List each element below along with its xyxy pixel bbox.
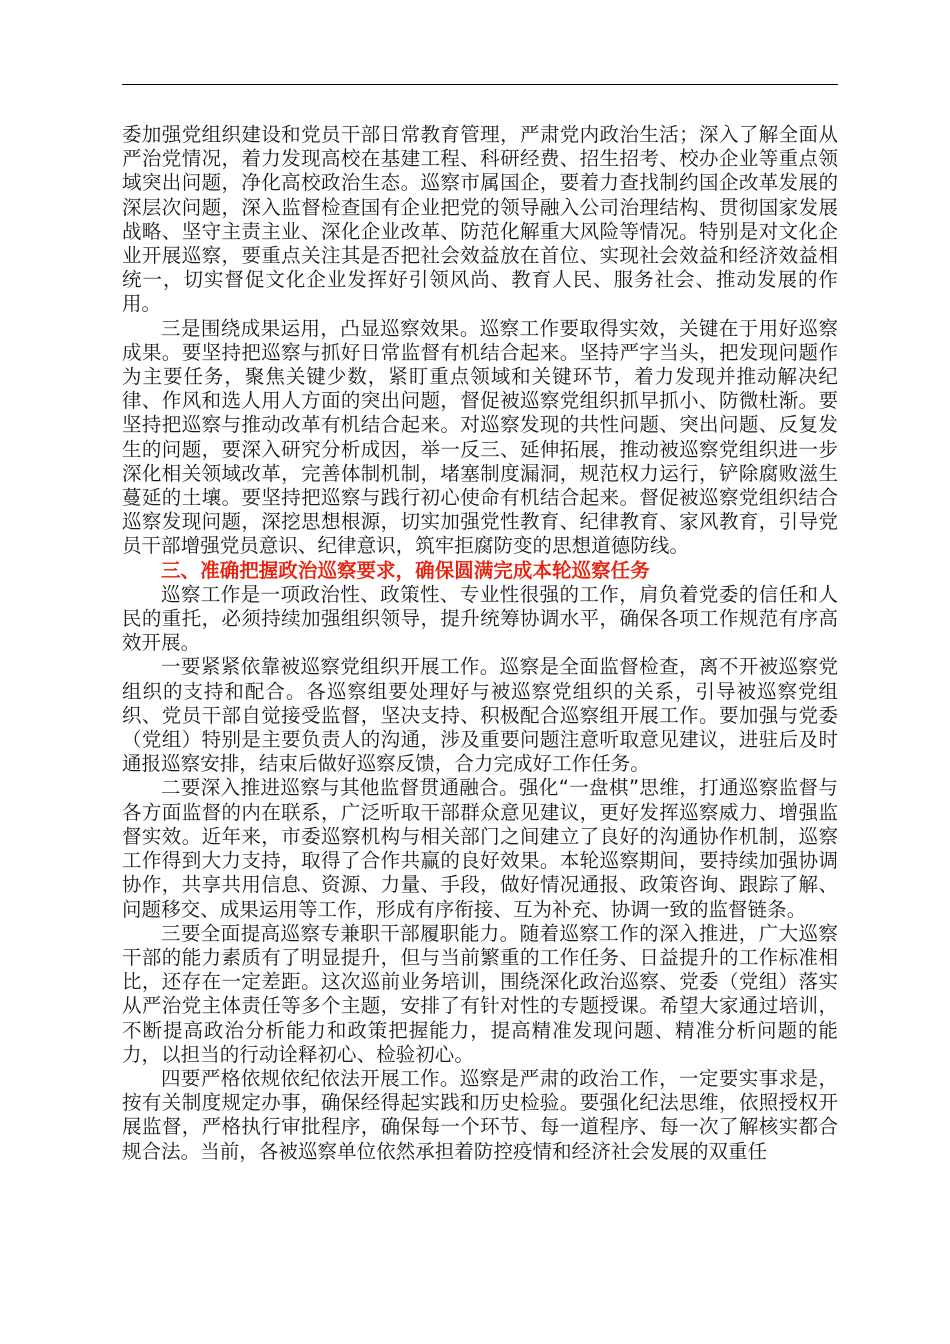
paragraph-point-three: 三要全面提高巡察专兼职干部履职能力。随着巡察工作的深入推进，广大巡察干部的能力素质有了明显提升，但与当前繁重的工作任务、日益提升的工作标准相比，还存在一定差距。这次巡前业务培训，围绕深化政治巡察、党委（党组）落实从严治党主体责任等多个主题，安排了有针对性的专题授课。希望大家通过培训，不断提高政治分析能力和政策把握能力，提高精准发现问题、精准分析问题的能力，以担当的行动诠释初心、检验初心。 — [122, 921, 838, 1066]
paragraph-point-four: 四要严格依规依纪依法开展工作。巡察是严肃的政治工作，一定要实事求是，按有关制度规定办事，确保经得起实践和历史检验。要强化纪法思维，依照授权开展监督，严格执行审批程序，确保每一个环节、每一道程序、每一次了解核实都合规合法。当前，各被巡察单位依然承担着防控疫情和经济社会发展的双重任 — [122, 1066, 838, 1163]
header-rule — [122, 84, 838, 85]
paragraph-intro: 巡察工作是一项政治性、政策性、专业性很强的工作，肩负着党委的信任和人民的重托，必须持续加强组织领导，提升统筹协调水平，确保各项工作规范有序高效开展。 — [122, 582, 838, 655]
paragraph-continuation: 委加强党组织建设和党员干部日常教育管理，严肃党内政治生活；深入了解全面从严治党情况，着力发现高校在基建工程、科研经费、招生招考、校办企业等重点领域突出问题，净化高校政治生态。巡察市属国企，要着力查找制约国企改革发展的深层次问题，深入监督检查国有企业把党的领导融入公司治理结构、贯彻国家发展战略、坚守主责主业、深化企业改革、防范化解重大风险等情况。特别是对文化企业开展巡察，要重点关注其是否把社会效益放在首位、实现社会效益和经济效益相统一，切实督促文化企业发挥好引领风尚、教育人民、服务社会、推动发展的作用。 — [122, 123, 838, 316]
document-body — [122, 123, 838, 1164]
paragraph-point-two: 二要深入推进巡察与其他监督贯通融合。强化“一盘棋”思维，打通巡察监督与各方面监督的内在联系，广泛听取干部群众意见建议，更好发挥巡察威力、增强监督实效。近年来，市委巡察机构与相关部门之间建立了良好的沟通协作机制，巡察工作得到大力支持，取得了合作共赢的良好效果。本轮巡察期间，要持续加强协调协作，共享共用信息、资源、力量、手段，做好情况通报、政策咨询、跟踪了解、问题移交、成果运用等工作，形成有序衔接、互为补充、协调一致的监督链条。 — [122, 776, 838, 921]
section-heading: 三、准确把握政治巡察要求，确保圆满完成本轮巡察任务 — [161, 558, 650, 582]
paragraph-results-application: 三是围绕成果运用，凸显巡察效果。巡察工作要取得实效，关键在于用好巡察成果。要坚持把巡察与抓好日常监督有机结合起来。坚持严字当头，把发现问题作为主要任务，聚焦关键少数，紧盯重点领域和关键环节，着力发现并推动解决纪律、作风和选人用人方面的突出问题，督促被巡察党组织抓早抓小、防微杜渐。要坚持把巡察与推动改革有机结合起来。对巡察发现的共性问题、突出问题、反复发生的问题，要深入研究分析成因，举一反三、延伸拓展，推动被巡察党组织进一步深化相关领域改革，完善体制机制，堵塞制度漏洞，规范权力运行，铲除腐败滋生蔓延的土壤。要坚持把巡察与践行初心使命有机结合起来。督促被巡察党组织结合巡察发现问题，深挖思想根源，切实加强党性教育、纪律教育、家风教育，引导党员干部增强党员意识、纪律意识，筑牢拒腐防变的思想道德防线。 — [122, 316, 838, 558]
paragraph-point-one: 一要紧紧依靠被巡察党组织开展工作。巡察是全面监督检查，离不开被巡察党组织的支持和配合。各巡察组要处理好与被巡察党组织的关系，引导被巡察党组织、党员干部自觉接受监督，坚决支持、积极配合巡察组开展工作。要加强与党委（党组）特别是主要负责人的沟通，涉及重要问题注意听取意见建议，进驻后及时通报巡察安排，结束后做好巡察反馈，合力完成好工作任务。 — [122, 655, 838, 776]
document-page — [122, 84, 838, 1164]
